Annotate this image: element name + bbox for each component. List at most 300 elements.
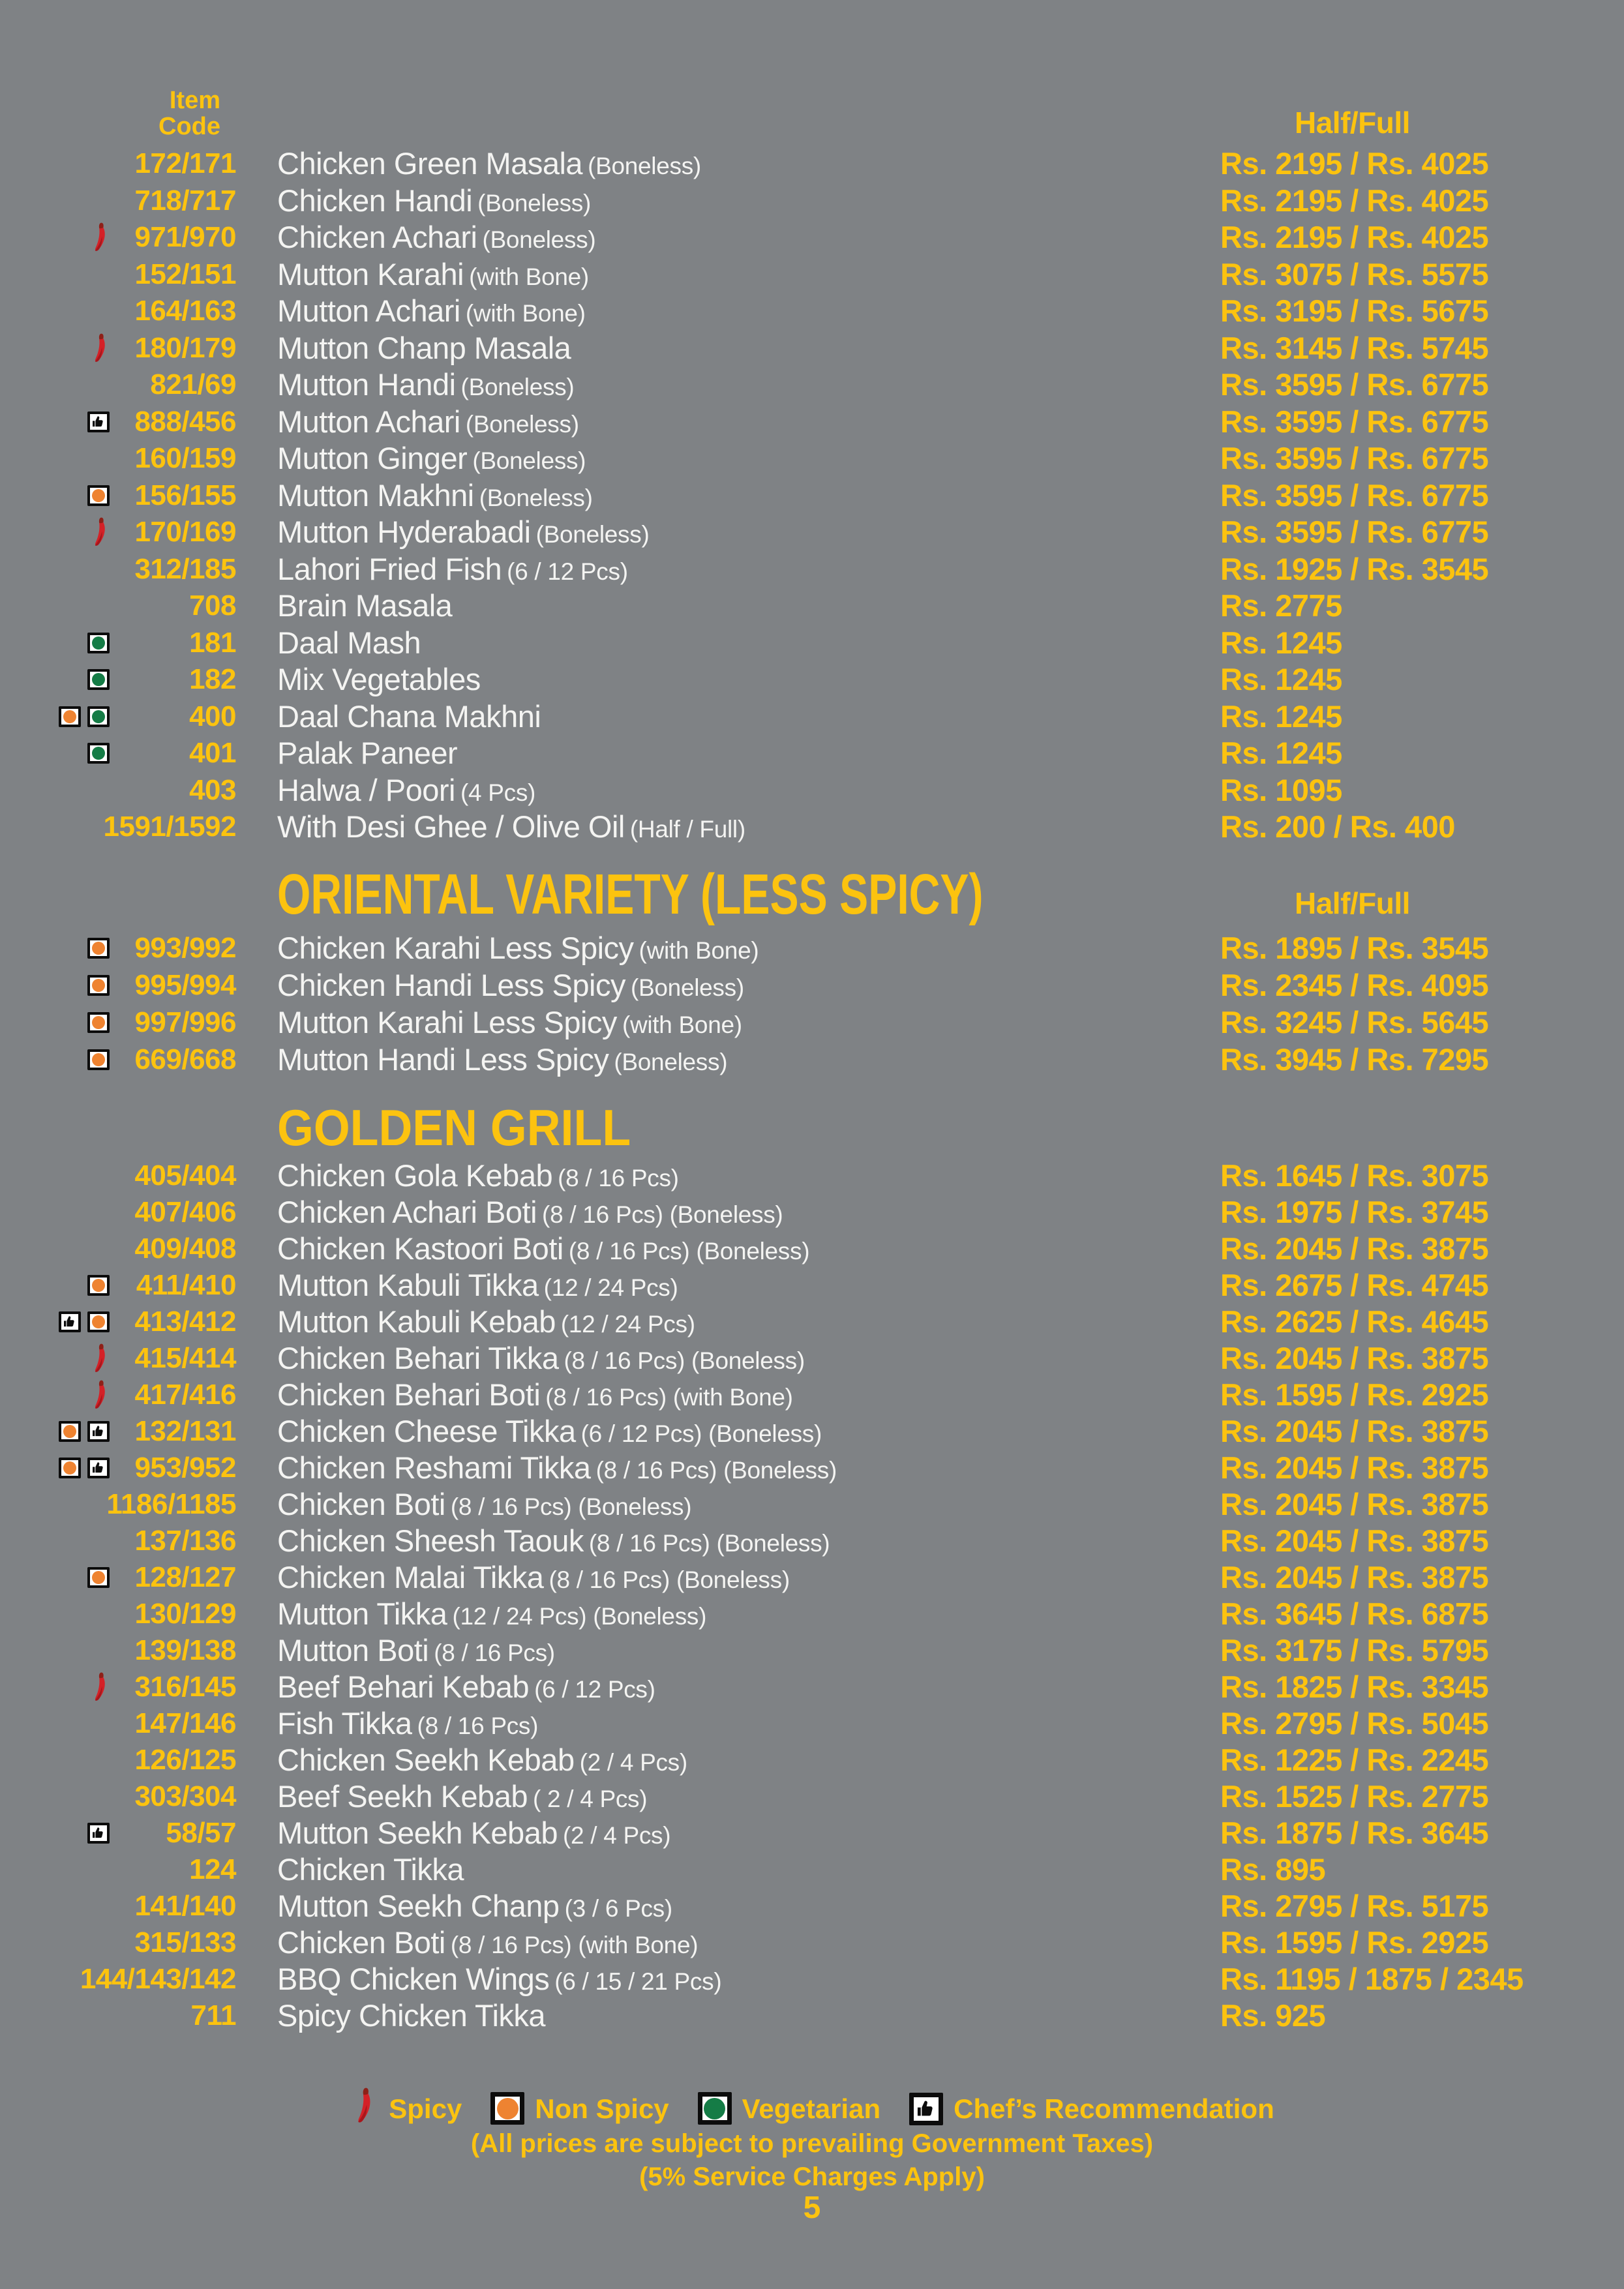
item-note: (8 / 16 Pcs) (Boneless)	[542, 1201, 783, 1228]
item-name: Daal Mash	[277, 625, 421, 660]
item-price: Rs. 2045 / Rs. 3875	[1220, 1341, 1489, 1375]
item-code: 128/127	[134, 1561, 236, 1593]
item-name: Chicken Kastoori Boti	[277, 1231, 564, 1266]
item-price: Rs. 2795 / Rs. 5175	[1220, 1889, 1489, 1923]
item-code: 182	[189, 663, 236, 695]
item-name: Mutton Hyderabadi	[277, 515, 531, 549]
item-code: 993/992	[134, 932, 236, 964]
menu-item-row	[0, 1669, 1624, 1705]
item-name-cell	[277, 145, 701, 185]
item-name-cell	[277, 1559, 790, 1598]
item-name-cell	[277, 1041, 727, 1081]
menu-item-row	[0, 183, 1624, 220]
menu-item-row	[0, 588, 1624, 625]
item-name-cell	[277, 661, 486, 701]
chef-recommendation-icon	[909, 2093, 943, 2125]
menu-item-row	[0, 1304, 1624, 1340]
item-price: Rs. 3595 / Rs. 6775	[1220, 477, 1489, 513]
item-code: 995/994	[134, 969, 236, 1001]
item-name-cell	[277, 1924, 698, 1964]
item-price: Rs. 3245 / Rs. 5645	[1220, 1005, 1489, 1040]
item-name-cell	[277, 1742, 687, 1781]
item-price: Rs. 1225 / Rs. 2245	[1220, 1743, 1489, 1777]
item-price: Rs. 1895 / Rs. 3545	[1220, 931, 1489, 965]
menu-item-row	[0, 772, 1624, 809]
legend	[0, 2084, 1624, 2134]
item-code: 403	[189, 773, 236, 806]
item-price: Rs. 2625 / Rs. 4645	[1220, 1304, 1489, 1339]
menu-item-row	[0, 1815, 1624, 1851]
item-note: (2 / 4 Pcs)	[579, 1749, 687, 1776]
item-name-cell	[277, 1705, 538, 1744]
item-code: 1186/1185	[106, 1488, 236, 1520]
item-name-cell	[277, 1413, 822, 1452]
item-price: Rs. 925	[1220, 1998, 1326, 2033]
item-name: Spicy Chicken Tikka	[277, 1998, 546, 2033]
item-code: 124	[189, 1853, 236, 1885]
item-code: 401	[189, 737, 236, 769]
item-price: Rs. 2195 / Rs. 4025	[1220, 146, 1489, 181]
menu-item-row	[0, 661, 1624, 698]
item-note: (8 / 16 Pcs)	[558, 1165, 679, 1191]
item-note: (with Bone)	[465, 300, 586, 327]
item-name-cell	[277, 966, 744, 1006]
item-code: 316/145	[134, 1671, 236, 1703]
menu-item-row	[0, 1559, 1624, 1596]
item-price: Rs. 3075 / Rs. 5575	[1220, 256, 1489, 292]
item-name-cell	[277, 1632, 555, 1671]
item-code: 405/404	[134, 1159, 236, 1191]
item-code: 315/133	[134, 1926, 236, 1958]
item-note: (Boneless)	[477, 189, 592, 217]
item-name: Chicken Achari	[277, 220, 477, 254]
item-price: Rs. 3595 / Rs. 6775	[1220, 515, 1489, 549]
item-note: (Boneless)	[614, 1049, 728, 1075]
item-name: Mutton Kabuli Tikka	[277, 1268, 539, 1302]
item-code: 1591/1592	[103, 811, 236, 843]
item-code: 137/136	[134, 1525, 236, 1557]
item-price: Rs. 1975 / Rs. 3745	[1220, 1195, 1489, 1229]
spicy-icon	[350, 2084, 378, 2127]
item-name: Mutton Handi Less Spicy	[277, 1042, 609, 1077]
item-name: Chicken Handi	[277, 183, 473, 218]
item-name-cell	[277, 625, 426, 665]
section-oriental-items	[0, 929, 1624, 1078]
item-code: 417/416	[134, 1379, 236, 1411]
item-name-cell	[277, 1778, 647, 1818]
item-name: Mix Vegetables	[277, 662, 481, 696]
item-price: Rs. 1595 / Rs. 2925	[1220, 1925, 1489, 1960]
section-main-items	[0, 145, 1624, 846]
item-price: Rs. 2775	[1220, 588, 1342, 623]
item-code: 58/57	[166, 1817, 236, 1849]
item-price: Rs. 1095	[1220, 772, 1342, 807]
item-name: Chicken Behari Boti	[277, 1377, 541, 1412]
item-name: Chicken Karahi Less Spicy	[277, 931, 634, 965]
item-name-cell	[277, 1340, 805, 1379]
item-code: 172/171	[134, 147, 236, 179]
item-price: Rs. 3595 / Rs. 6775	[1220, 441, 1489, 475]
item-note: (2 / 4 Pcs)	[562, 1822, 671, 1849]
item-name: With Desi Ghee / Olive Oil	[277, 809, 625, 844]
item-price: Rs. 1875 / Rs. 3645	[1220, 1816, 1489, 1850]
menu-item-row	[0, 293, 1624, 330]
item-note: (8 / 16 Pcs) (Boneless)	[595, 1457, 837, 1484]
item-note: (8 / 16 Pcs) (Boneless)	[588, 1530, 830, 1557]
item-name-cell	[277, 1450, 837, 1489]
item-code: 130/129	[134, 1598, 236, 1630]
item-name: Mutton Karahi	[277, 256, 464, 292]
legend-chef-label: Chef’s Recommendation	[954, 2093, 1274, 2124]
menu-item-row	[0, 1194, 1624, 1231]
item-name-cell	[277, 1304, 695, 1343]
item-price: Rs. 3195 / Rs. 5675	[1220, 293, 1489, 328]
item-price: Rs. 1195 / 1875 / 2345	[1220, 1962, 1524, 1996]
item-name-cell	[277, 330, 576, 370]
item-code-header-line1: Item	[169, 87, 220, 114]
non-spicy-slot	[490, 2092, 524, 2126]
menu-item-row	[0, 698, 1624, 736]
item-name-cell	[277, 1004, 742, 1043]
item-name-cell	[277, 183, 591, 222]
item-note: (Boneless)	[472, 447, 586, 474]
item-name-cell	[277, 551, 628, 591]
half-full-column-header-oriental: Half/Full	[1295, 886, 1410, 920]
menu-item-row	[0, 404, 1624, 441]
menu-item-row	[0, 219, 1624, 256]
chili-slot	[350, 2084, 378, 2134]
item-price: Rs. 1245	[1220, 662, 1342, 696]
item-name: Beef Behari Kebab	[277, 1669, 530, 1704]
item-price: Rs. 2195 / Rs. 4025	[1220, 183, 1489, 218]
item-code: 669/668	[134, 1043, 236, 1075]
item-note: (8 / 16 Pcs)	[417, 1713, 539, 1739]
item-price: Rs. 3595 / Rs. 6775	[1220, 367, 1489, 402]
item-note: (8 / 16 Pcs) (with Bone)	[450, 1932, 699, 1958]
item-name: Mutton Makhni	[277, 477, 474, 513]
item-note: (6 / 12 Pcs)	[507, 558, 628, 585]
item-name: Mutton Seekh Chanp	[277, 1889, 560, 1923]
item-code: 144/143/142	[80, 1963, 236, 1995]
vegetarian-icon	[698, 2092, 732, 2125]
item-note: (6 / 15 / 21 Pcs)	[554, 1968, 722, 1995]
item-note: ( 2 / 4 Pcs)	[532, 1786, 648, 1812]
menu-item-row	[0, 966, 1624, 1004]
item-code: 997/996	[134, 1006, 236, 1038]
item-name-cell	[277, 1486, 691, 1525]
item-name: Beef Seekh Kebab	[277, 1779, 528, 1814]
footnote-service-charges: (5% Service Charges Apply)	[639, 2162, 985, 2191]
item-name: Chicken Green Masala	[277, 146, 583, 181]
item-name: Chicken Gola Kebab	[277, 1158, 553, 1193]
menu-item-row	[0, 440, 1624, 477]
item-code: 821/69	[150, 368, 236, 400]
item-code: 413/412	[134, 1306, 236, 1338]
item-price: Rs. 1245	[1220, 736, 1342, 770]
item-name-cell	[277, 1194, 783, 1233]
item-name: Mutton Seekh Kebab	[277, 1816, 558, 1850]
item-name: Palak Paneer	[277, 736, 458, 770]
legend-item-non-spicy	[490, 2092, 669, 2126]
item-name-cell	[277, 588, 457, 627]
item-name-cell	[277, 367, 574, 406]
item-code: 953/952	[134, 1452, 236, 1484]
menu-item-row	[0, 625, 1624, 662]
item-name-cell	[277, 1596, 706, 1635]
section-golden-grill-items	[0, 1158, 1624, 2034]
item-price: Rs. 2045 / Rs. 3875	[1220, 1414, 1489, 1448]
item-name-cell	[277, 1158, 679, 1197]
menu-item-row	[0, 1997, 1624, 2034]
item-name-cell	[277, 293, 586, 333]
item-price: Rs. 1645 / Rs. 3075	[1220, 1158, 1489, 1193]
menu-item-row	[0, 256, 1624, 293]
menu-item-row	[0, 477, 1624, 515]
menu-item-row	[0, 1523, 1624, 1559]
item-note: (6 / 12 Pcs)	[534, 1676, 655, 1703]
item-name-cell	[277, 1997, 550, 2037]
item-price: Rs. 2045 / Rs. 3875	[1220, 1523, 1489, 1558]
item-name: Mutton Ginger	[277, 441, 468, 475]
item-price: Rs. 1525 / Rs. 2775	[1220, 1779, 1489, 1814]
menu-item-row	[0, 1851, 1624, 1888]
section-title-golden-grill: GOLDEN GRILL	[277, 1099, 631, 1156]
item-price: Rs. 2045 / Rs. 3875	[1220, 1487, 1489, 1521]
item-note: (Boneless)	[535, 521, 650, 548]
item-code: 711	[190, 1999, 236, 2031]
item-note: (8 / 16 Pcs) (Boneless)	[564, 1347, 805, 1374]
item-price: Rs. 1595 / Rs. 2925	[1220, 1377, 1489, 1412]
item-code: 160/159	[134, 442, 236, 474]
item-name-cell	[277, 1267, 678, 1306]
menu-item-row	[0, 1778, 1624, 1815]
item-name: Mutton Boti	[277, 1633, 429, 1668]
menu-item-row	[0, 330, 1624, 367]
item-name: Lahori Fried Fish	[277, 551, 502, 586]
item-name: Chicken Behari Tikka	[277, 1341, 559, 1375]
item-name-cell	[277, 477, 593, 517]
item-price: Rs. 2195 / Rs. 4025	[1220, 220, 1489, 254]
legend-item-chef	[909, 2093, 1274, 2126]
item-price: Rs. 3145 / Rs. 5745	[1220, 330, 1489, 365]
item-note: (3 / 6 Pcs)	[564, 1895, 672, 1922]
item-name: Daal Chana Makhni	[277, 698, 541, 734]
item-price: Rs. 895	[1220, 1852, 1326, 1887]
item-code: 312/185	[134, 552, 236, 585]
item-name: Chicken Boti	[277, 1925, 445, 1960]
item-note: (8 / 16 Pcs) (Boneless)	[568, 1238, 810, 1264]
item-price: Rs. 3945 / Rs. 7295	[1220, 1042, 1489, 1077]
legend-item-spicy	[350, 2084, 462, 2134]
item-name-cell	[277, 809, 745, 848]
item-price: Rs. 2045 / Rs. 3875	[1220, 1231, 1489, 1266]
item-name: Mutton Tikka	[277, 1596, 447, 1631]
item-name-cell	[277, 219, 595, 259]
item-code: 139/138	[134, 1634, 236, 1666]
item-note: (8 / 16 Pcs) (with Bone)	[545, 1384, 793, 1411]
item-name-cell	[277, 1231, 809, 1270]
item-code: 718/717	[134, 184, 236, 217]
item-name-cell	[277, 514, 649, 554]
item-name: Chicken Cheese Tikka	[277, 1414, 576, 1448]
half-full-column-header: Half/Full	[1295, 106, 1410, 140]
item-name-cell	[277, 1851, 469, 1891]
legend-item-vegetarian	[698, 2092, 880, 2126]
menu-item-row	[0, 367, 1624, 404]
menu-item-row	[0, 1377, 1624, 1413]
item-note: (12 / 24 Pcs)	[560, 1311, 695, 1338]
item-name-cell	[277, 929, 759, 969]
item-name: BBQ Chicken Wings	[277, 1962, 550, 1996]
item-name: Chicken Tikka	[277, 1852, 464, 1887]
menu-item-row	[0, 1742, 1624, 1778]
menu-item-row	[0, 1961, 1624, 1997]
item-note: (Boneless)	[479, 484, 593, 511]
menu-item-row	[0, 1450, 1624, 1486]
item-price: Rs. 1825 / Rs. 3345	[1220, 1669, 1489, 1704]
item-name: Mutton Handi	[277, 367, 456, 402]
item-note: (Boneless)	[482, 226, 596, 253]
item-code: 415/414	[134, 1342, 236, 1374]
footnote-taxes: (All prices are subject to prevailing Government Taxes)	[470, 2129, 1154, 2158]
item-name: Chicken Achari Boti	[277, 1195, 537, 1229]
item-name-cell	[277, 404, 579, 443]
item-name-cell	[277, 1961, 721, 2000]
item-code: 170/169	[134, 516, 236, 548]
menu-item-row	[0, 1231, 1624, 1267]
menu-item-row	[0, 1486, 1624, 1523]
item-note: (12 / 24 Pcs)	[543, 1274, 678, 1301]
item-name: Chicken Handi Less Spicy	[277, 968, 625, 1002]
item-note: (with Bone)	[639, 937, 759, 964]
item-price: Rs. 2345 / Rs. 4095	[1220, 968, 1489, 1002]
item-name: Chicken Malai Tikka	[277, 1560, 544, 1594]
menu-item-row	[0, 1158, 1624, 1194]
menu-item-row	[0, 145, 1624, 183]
item-code: 407/406	[134, 1196, 236, 1228]
item-name: Chicken Boti	[277, 1487, 445, 1521]
item-code: 888/456	[134, 405, 236, 438]
item-name: Chicken Reshami Tikka	[277, 1450, 591, 1485]
item-name-cell	[277, 772, 535, 812]
menu-item-row	[0, 1267, 1624, 1304]
legend-spicy-label: Spicy	[389, 2093, 462, 2124]
item-name: Brain Masala	[277, 588, 453, 623]
item-price: Rs. 200 / Rs. 400	[1220, 809, 1455, 844]
item-name: Chicken Sheesh Taouk	[277, 1523, 584, 1558]
item-name: Mutton Karahi Less Spicy	[277, 1005, 617, 1040]
item-code: 147/146	[134, 1707, 236, 1739]
menu-item-row	[0, 1340, 1624, 1377]
item-name-cell	[277, 1888, 672, 1927]
item-name-cell	[277, 440, 586, 480]
item-price: Rs. 1925 / Rs. 3545	[1220, 551, 1489, 586]
section-title-oriental-variety: ORIENTAL VARIETY (LESS SPICY)	[277, 863, 984, 926]
item-price: Rs. 3645 / Rs. 6875	[1220, 1596, 1489, 1631]
item-code: 411/410	[136, 1269, 236, 1301]
item-name: Chicken Seekh Kebab	[277, 1743, 575, 1777]
menu-item-row	[0, 809, 1624, 846]
item-price: Rs. 3175 / Rs. 5795	[1220, 1633, 1489, 1668]
item-name-cell	[277, 256, 589, 296]
item-name-cell	[277, 1523, 830, 1562]
menu-item-row	[0, 1924, 1624, 1961]
item-code: 409/408	[134, 1233, 236, 1264]
legend-non-spicy-label: Non Spicy	[535, 2093, 669, 2124]
item-price: Rs. 2045 / Rs. 3875	[1220, 1560, 1489, 1594]
item-code: 141/140	[134, 1890, 236, 1922]
item-note: (6 / 12 Pcs) (Boneless)	[580, 1420, 822, 1447]
menu-item-row	[0, 929, 1624, 966]
menu-item-row	[0, 1632, 1624, 1669]
item-code: 708	[189, 590, 236, 621]
item-code-header-line2: Code	[158, 113, 220, 140]
menu-item-row	[0, 1888, 1624, 1924]
item-code: 181	[189, 626, 236, 659]
item-code: 303/304	[134, 1780, 236, 1812]
item-code: 164/163	[134, 295, 236, 327]
item-note: (Boneless)	[465, 410, 579, 438]
item-code: 132/131	[134, 1415, 236, 1447]
item-note: (with Bone)	[469, 263, 589, 290]
item-name-cell	[277, 1669, 655, 1708]
item-code: 971/970	[134, 221, 236, 253]
item-note: (with Bone)	[622, 1011, 742, 1038]
item-name: Fish Tikka	[277, 1706, 412, 1741]
item-price: Rs. 1245	[1220, 698, 1342, 734]
item-name: Mutton Chanp Masala	[277, 330, 571, 365]
menu-item-row	[0, 735, 1624, 772]
chef-slot	[909, 2093, 943, 2126]
item-code: 400	[189, 700, 236, 732]
item-note: (4 Pcs)	[460, 779, 536, 806]
item-name: Mutton Achari	[277, 404, 460, 439]
item-note: (8 / 16 Pcs) (Boneless)	[450, 1493, 692, 1520]
item-price: Rs. 3595 / Rs. 6775	[1220, 404, 1489, 439]
legend-vegetarian-label: Vegetarian	[742, 2093, 881, 2124]
item-code: 180/179	[134, 331, 236, 364]
vegetarian-slot	[698, 2092, 732, 2126]
item-price: Rs. 2675 / Rs. 4745	[1220, 1268, 1489, 1302]
item-note: (12 / 24 Pcs) (Boneless)	[452, 1603, 707, 1630]
menu-item-row	[0, 514, 1624, 551]
item-code: 152/151	[134, 258, 236, 290]
item-name: Mutton Kabuli Kebab	[277, 1304, 556, 1339]
item-name-cell	[277, 1815, 670, 1854]
menu-item-row	[0, 1705, 1624, 1742]
menu-item-row	[0, 551, 1624, 588]
item-note: (Boneless)	[631, 974, 744, 1001]
menu-item-row	[0, 1596, 1624, 1632]
item-name: Mutton Achari	[277, 293, 460, 328]
item-code-column-header	[0, 87, 220, 140]
menu-item-row	[0, 1041, 1624, 1078]
item-name-cell	[277, 735, 462, 775]
menu-item-row	[0, 1004, 1624, 1041]
non-spicy-icon	[490, 2092, 524, 2125]
item-name-cell	[277, 1377, 793, 1416]
item-note: (Boneless)	[588, 153, 701, 179]
item-code: 156/155	[134, 479, 236, 511]
item-note: (8 / 16 Pcs)	[434, 1639, 555, 1666]
item-price: Rs. 2045 / Rs. 3875	[1220, 1450, 1489, 1485]
menu-item-row	[0, 1413, 1624, 1450]
page-number: 5	[803, 2191, 821, 2225]
item-name: Halwa / Poori	[277, 772, 455, 807]
item-note: (8 / 16 Pcs) (Boneless)	[549, 1566, 790, 1593]
item-price: Rs. 2795 / Rs. 5045	[1220, 1706, 1489, 1741]
item-price: Rs. 1245	[1220, 625, 1342, 660]
